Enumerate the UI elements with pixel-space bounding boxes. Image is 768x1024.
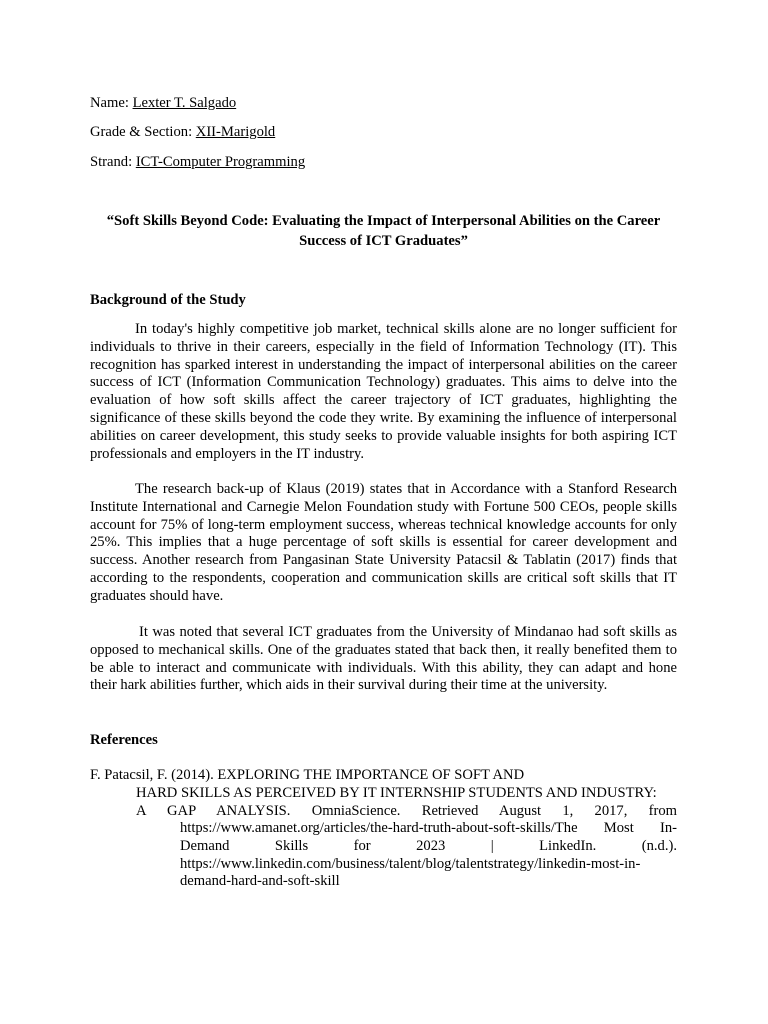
reference-line-2: HARD SKILLS AS PERCEIVED BY IT INTERNSHIP STUDENTS AND INDUSTRY: [136, 785, 657, 801]
name-field [90, 94, 236, 112]
background-paragraph-1: In today's highly competitive job market, technical skills alone are no longer sufficient for individuals to thrive in their careers, especially in the field of Information Technology (IT). This recognition has sparked interest in understanding the impact of interpersonal abilities on the career success of ICT (Information Communication Technology) graduates. This aims to delve into the evaluation of how soft skills affect the career trajectory of ICT graduates, highlighting the significance of these skills beyond the code they write. By examining the influence of interpersonal abilities on career development, this study seeks to provide valuable insights for both aspiring ICT professionals and employers in the IT industry. [90, 321, 677, 462]
name-label: Name: [90, 95, 133, 111]
strand-label: Strand: [90, 154, 136, 170]
strand-value: ICT-Computer Programming [135, 154, 306, 170]
background-heading: Background of the Study [90, 292, 246, 308]
references-heading: References [90, 732, 158, 748]
paper-title: “Soft Skills Beyond Code: Evaluating the Impact of Interpersonal Abilities on the Career Success of ICT Graduates” [106, 213, 661, 249]
strand-field [90, 153, 305, 171]
grade-label: Grade & Section: [90, 124, 196, 140]
grade-section: XII-Marigold [195, 124, 276, 140]
reference-urls [180, 820, 677, 891]
background-paragraph-3: It was noted that several ICT graduates from the University of Mindanao had soft skills as opposed to mechanical skills. One of the graduates stated that back then, it really benefited them to be able to interact and communicate with individuals. With this ability, they can adapt and hone their hark abilities further, which aids in their survival during their time at the university. [90, 624, 677, 694]
background-paragraph-2: The research back-up of Klaus (2019) states that in Accordance with a Stanford Research Institute International and Carnegie Melon Foundation study with Fortune 500 CEOs, people skills account for 75% of long-term employment success, whereas technical knowledge accounts for only 25%. This implies that a huge percentage of soft skills is essential for career development and success. Another research from Pangasinan State University Patacsil & Tablatin (2017) finds that according to the respondents, cooperation and communication skills are critical soft skills that IT graduates should have. [90, 481, 677, 604]
reference-url-text: https://www.amanet.org/articles/the-hard-truth-about-soft-skills/The Most In-Demand Skills for 2023 | LinkedIn. (n.d.). https://www.linkedin.com/business/talent/blog/talentstrategy/linkedin-most-in- [180, 820, 677, 872]
grade-section-field [90, 123, 275, 141]
student-name: Lexter T. Salgado [132, 95, 237, 111]
reference-line-3: A GAP ANALYSIS. OmniaScience. Retrieved August 1, 2017, from [136, 803, 677, 819]
reference-url-last-line: demand-hard-and-soft-skill [180, 873, 340, 890]
reference-line-1: F. Patacsil, F. (2014). EXPLORING THE IMPORTANCE OF SOFT AND [90, 767, 525, 783]
